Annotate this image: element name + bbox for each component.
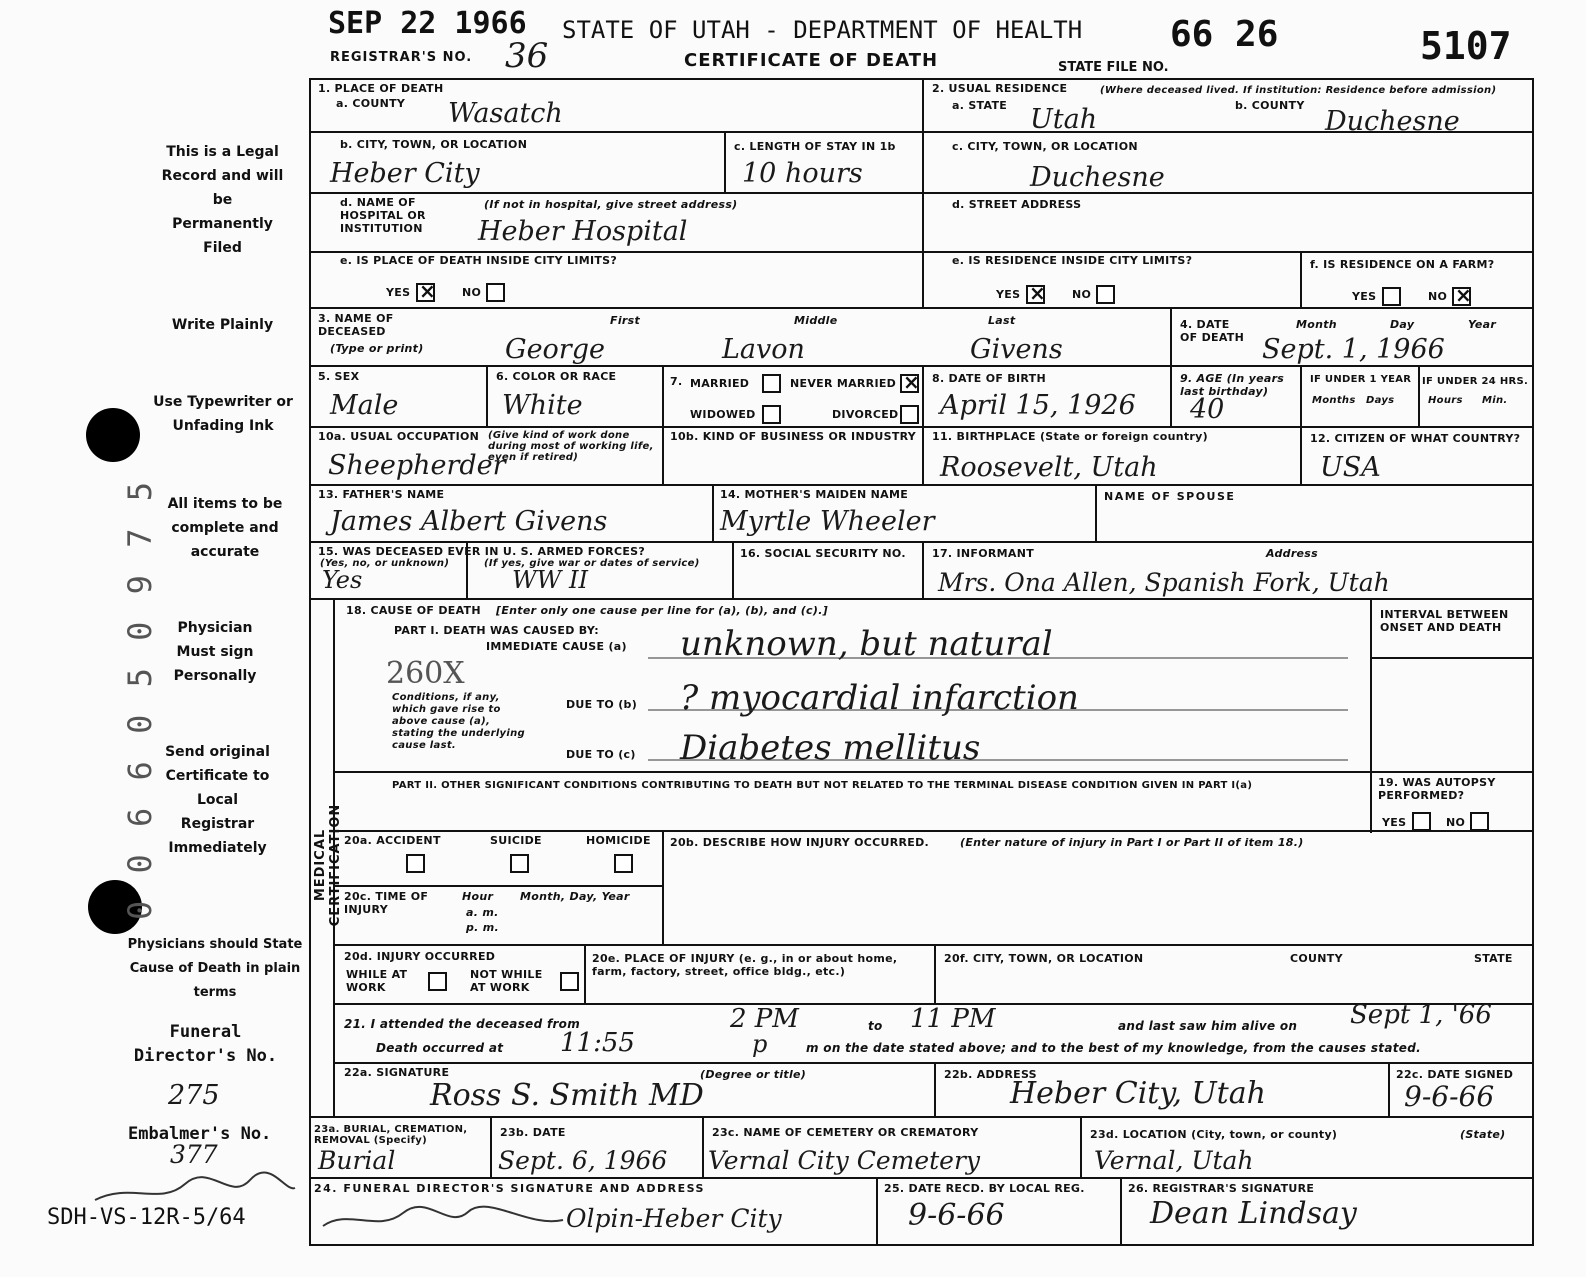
last-label: Last [988, 314, 1016, 327]
hour-label: Hour [462, 890, 494, 903]
yes-label-1: YES [386, 286, 411, 299]
father-name[interactable]: James Albert Givens [330, 506, 608, 537]
physician-sign-note: Physician Must sign Personally [173, 620, 257, 684]
funeral-director-signature-label: 24. FUNERAL DIRECTOR'S SIGNATURE AND ADDRESS [314, 1182, 705, 1195]
part-2-label: PART II. OTHER SIGNIFICANT CONDITIONS CONTRIBUTING TO DEATH BUT NOT RELATED TO THE TERMINAL DISEASE CONDITION GIVEN IN PART I(a) [392, 780, 1253, 791]
autopsy-yes-label: YES [1382, 816, 1407, 829]
first-label: First [610, 314, 641, 327]
typewriter-note: Use Typewriter or Unfading Ink [153, 394, 293, 434]
legal-record-note: This is a Legal Record and will be Permanently Filed [161, 144, 284, 256]
never-married-checkbox[interactable] [900, 374, 919, 393]
armed-forces-note: (Yes, no, or unknown) [320, 558, 450, 569]
date-signed-label: 22c. DATE SIGNED [1396, 1068, 1514, 1081]
usual-residence-note: (Where deceased lived. If institution: Residence before admission) [1100, 85, 1497, 96]
conditions-note: Conditions, if any, which gave rise to above cause (a), stating the underlying cause last. [392, 692, 525, 751]
cause-of-death-label: 18. CAUSE OF DEATH [346, 604, 481, 617]
inside-city-label: e. IS PLACE OF DEATH INSIDE CITY LIMITS? [340, 254, 618, 267]
physician-signature[interactable]: Ross S. Smith MD [430, 1078, 704, 1113]
funeral-director-number: 275 [168, 1080, 220, 1111]
first-name[interactable]: George [505, 334, 605, 365]
birthplace-label: 11. BIRTHPLACE (State or foreign country) [932, 430, 1208, 443]
cause-code: 260X [386, 656, 465, 691]
funeral-director[interactable]: Olpin-Heber City [566, 1204, 782, 1233]
res-city[interactable]: Duchesne [1030, 162, 1165, 193]
homicide-label: HOMICIDE [586, 834, 651, 847]
stamp-date: SEP 22 1966 [328, 6, 527, 41]
no-label-1: NO [462, 286, 482, 299]
complete-note: All items to be complete and accurate [167, 496, 283, 560]
write-plainly-note: Write Plainly [171, 317, 274, 333]
funeral-director-scribble [318, 1198, 568, 1242]
attended-to[interactable]: 11 PM [910, 1004, 996, 1034]
burial-location[interactable]: Vernal, Utah [1094, 1146, 1254, 1175]
res-city-label: c. CITY, TOWN, OR LOCATION [952, 140, 1138, 153]
suicide-checkbox[interactable] [510, 854, 529, 873]
birthplace[interactable]: Roosevelt, Utah [940, 452, 1158, 483]
father-label: 13. FATHER'S NAME [318, 488, 445, 501]
form-number: SDH-VS-12R-5/64 [47, 1205, 246, 1230]
death-occurred-label: Death occurred at [376, 1041, 504, 1055]
age[interactable]: 40 [1190, 394, 1225, 425]
medical-certification-label: MEDICAL CERTIFICATION [313, 803, 343, 927]
funeral-director-label: Funeral Director's No. [133, 1022, 278, 1066]
accident-label: 20a. ACCIDENT [344, 834, 441, 847]
signature-label: 22a. SIGNATURE [344, 1066, 450, 1079]
state-file-number: 66 26 [1170, 14, 1279, 55]
state-cause-note: Physicians should State Cause of Death in plain terms [127, 937, 303, 1000]
armed-forces[interactable]: Yes [322, 566, 363, 594]
state-file-label: STATE FILE NO. [1058, 60, 1169, 75]
spouse-label: NAME OF SPOUSE [1104, 490, 1236, 503]
no-label-2: NO [1072, 288, 1092, 301]
cause-c[interactable]: Diabetes mellitus [680, 728, 981, 768]
middle-label: Middle [794, 314, 838, 327]
injury-county-label: COUNTY [1290, 952, 1343, 965]
death-occurred-note: m on the date stated above; and to the best of my knowledge, from the causes stated. [806, 1041, 1421, 1055]
sex-label: 5. SEX [318, 370, 360, 383]
never-married-label: NEVER MARRIED [790, 377, 897, 390]
cemetery-label: 23c. NAME OF CEMETERY OR CREMATORY [712, 1126, 979, 1139]
while-at-work-checkbox[interactable] [428, 972, 447, 991]
injury-city-label: 20f. CITY, TOWN, OR LOCATION [944, 952, 1144, 965]
date-of-birth-label: 8. DATE OF BIRTH [932, 372, 1046, 385]
death-city[interactable]: Heber City [330, 158, 480, 189]
res-inside-city-label: e. IS RESIDENCE INSIDE CITY LIMITS? [952, 254, 1193, 267]
homicide-checkbox[interactable] [614, 854, 633, 873]
not-while-at-work-checkbox[interactable] [560, 972, 579, 991]
part-1-label: PART I. DEATH WAS CAUSED BY: [394, 624, 599, 637]
days-label: Days [1366, 395, 1395, 406]
business-label: 10b. KIND OF BUSINESS OR INDUSTRY [670, 430, 917, 443]
vertical-serial: 0 0 6 6 0 5 0 9 7 5 [121, 477, 159, 921]
attended-from[interactable]: 2 PM [730, 1004, 799, 1034]
place-of-death-label: 1. PLACE OF DEATH [318, 82, 444, 95]
immediate-cause-label: IMMEDIATE CAUSE (a) [486, 640, 627, 653]
death-time-ampm[interactable]: p [752, 1030, 768, 1058]
occupation[interactable]: Sheepherder [328, 450, 506, 481]
due-to-c-label: DUE TO (c) [566, 748, 636, 761]
burial-date-label: 23b. DATE [500, 1126, 566, 1139]
month-day-year-label: Month, Day, Year [520, 890, 630, 903]
month-label: Month [1296, 318, 1337, 331]
yes-label-3: YES [1352, 290, 1377, 303]
social-security-label: 16. SOCIAL SECURITY NO. [740, 547, 906, 560]
race[interactable]: White [502, 390, 583, 421]
under-1-year-label: IF UNDER 1 YEAR [1310, 374, 1412, 385]
physician-address-label: 22b. ADDRESS [944, 1068, 1037, 1081]
registrar-label: REGISTRAR'S NO. [330, 50, 473, 65]
war-note: (If yes, give war or dates of service) [484, 558, 700, 569]
citizen-label: 12. CITIZEN OF WHAT COUNTRY? [1310, 432, 1521, 445]
hospital-note: (If not in hospital, give street address) [484, 198, 738, 211]
date-signed[interactable]: 9-6-66 [1404, 1080, 1495, 1113]
send-original-note: Send original Certificate to Local Registrar Immediately [165, 744, 270, 856]
cause-of-death-note: [Enter only one cause per line for (a), (b), and (c).] [496, 604, 829, 617]
months-label: Months [1312, 395, 1356, 406]
name-of-deceased-label: 3. NAME OF DECEASED [318, 312, 394, 338]
burial-date[interactable]: Sept. 6, 1966 [498, 1146, 668, 1175]
min-label: Min. [1482, 395, 1508, 406]
death-county[interactable]: Wasatch [448, 98, 563, 129]
under-24-hours-label: IF UNDER 24 HRS. [1422, 376, 1529, 387]
res-county-label: b. COUNTY [1235, 99, 1305, 112]
age-label: 9. AGE (In years last birthday) [1180, 372, 1285, 398]
injury-state-label: STATE [1474, 952, 1513, 965]
county-label: a. COUNTY [336, 97, 406, 110]
death-time[interactable]: 11:55 [560, 1028, 635, 1058]
cause-a[interactable]: unknown, but natural [680, 624, 1053, 664]
middle-name[interactable]: Lavon [722, 334, 805, 365]
day-label: Day [1390, 318, 1415, 331]
widowed-label: WIDOWED [690, 408, 756, 421]
cemetery[interactable]: Vernal City Cemetery [708, 1146, 981, 1175]
last-saw-label: and last saw him alive on [1118, 1019, 1298, 1033]
burial-location-label: 23d. LOCATION (City, town, or county) [1090, 1128, 1338, 1141]
length-of-stay[interactable]: 10 hours [742, 158, 863, 189]
occupation-note: (Give kind of work done during most of working life, even if retired) [488, 430, 654, 463]
injury-description-label: 20b. DESCRIBE HOW INJURY OCCURRED. [670, 836, 930, 849]
burial-type[interactable]: Burial [318, 1146, 396, 1175]
race-label: 6. COLOR OR RACE [496, 370, 617, 383]
widowed-checkbox[interactable] [762, 405, 781, 424]
divorced-checkbox[interactable] [900, 405, 919, 424]
date-of-birth[interactable]: April 15, 1926 [940, 390, 1136, 421]
length-of-stay-label: c. LENGTH OF STAY IN 1b [734, 140, 896, 153]
pm-label: p. m. [466, 921, 500, 934]
farm-label: f. IS RESIDENCE ON A FARM? [1310, 258, 1495, 271]
autopsy-label: 19. WAS AUTOPSY PERFORMED? [1378, 776, 1496, 802]
corner-number: 5107 [1420, 24, 1512, 68]
farm-no-checkbox[interactable] [1452, 287, 1471, 306]
date-of-death-label: 4. DATE OF DEATH [1180, 318, 1245, 344]
marital-label: 7. [670, 375, 683, 388]
street-address-label: d. STREET ADDRESS [952, 198, 1082, 211]
registrar-number: 36 [505, 36, 549, 76]
while-at-work-label: WHILE AT WORK [346, 968, 408, 994]
burial-label: 23a. BURIAL, CREMATION, REMOVAL (Specify) [314, 1124, 468, 1146]
autopsy-yes-checkbox[interactable] [1412, 812, 1431, 831]
to-label: to [868, 1019, 883, 1033]
suicide-label: SUICIDE [490, 834, 542, 847]
mother-label: 14. MOTHER'S MAIDEN NAME [720, 488, 909, 501]
form-bottom-border [309, 1244, 1534, 1246]
physician-address[interactable]: Heber City, Utah [1010, 1076, 1266, 1111]
time-of-injury-label: 20c. TIME OF INJURY [344, 890, 429, 916]
farm-yes-checkbox[interactable] [1382, 287, 1401, 306]
form-left-border [309, 78, 311, 1246]
inside-city-no-checkbox[interactable] [486, 283, 505, 302]
hospital-name[interactable]: Heber Hospital [478, 216, 688, 247]
no-label-3: NO [1428, 290, 1448, 303]
date-received[interactable]: 9-6-66 [908, 1198, 1005, 1233]
res-state-label: a. STATE [952, 99, 1008, 112]
certificate-title: CERTIFICATE OF DEATH [684, 50, 939, 71]
am-label: a. m. [466, 906, 499, 919]
usual-residence-label: 2. USUAL RESIDENCE [932, 82, 1068, 95]
last-seen-date[interactable]: Sept 1, '66 [1350, 1000, 1492, 1030]
res-inside-city-yes-checkbox[interactable] [1026, 285, 1045, 304]
cause-b[interactable]: ? myocardial infarction [680, 678, 1079, 718]
last-name[interactable]: Givens [970, 334, 1063, 365]
autopsy-no-label: NO [1446, 816, 1466, 829]
war-service[interactable]: WW II [512, 566, 588, 594]
married-checkbox[interactable] [762, 374, 781, 393]
due-to-b-label: DUE TO (b) [566, 698, 638, 711]
divorced-label: DIVORCED [832, 408, 899, 421]
place-of-injury-label: 20e. PLACE OF INJURY (e. g., in or about home, farm, factory, street, office bldg., etc.) [592, 952, 898, 978]
registrar-signature[interactable]: Dean Lindsay [1150, 1196, 1357, 1231]
sex[interactable]: Male [330, 390, 399, 421]
res-state[interactable]: Utah [1030, 104, 1098, 135]
inside-city-yes-checkbox[interactable] [416, 283, 435, 302]
autopsy-no-checkbox[interactable] [1470, 812, 1489, 831]
informant[interactable]: Mrs. Ona Allen, Spanish Fork, Utah [938, 568, 1390, 597]
interval-label: INTERVAL BETWEEN ONSET AND DEATH [1380, 608, 1509, 634]
hospital-label: d. NAME OF HOSPITAL OR INSTITUTION [340, 196, 426, 235]
form-title: STATE OF UTAH - DEPARTMENT OF HEALTH [562, 16, 1083, 44]
burial-state-label: (State) [1460, 1128, 1506, 1141]
not-while-at-work-label: NOT WHILE AT WORK [470, 968, 543, 994]
date-of-death[interactable]: Sept. 1, 1966 [1262, 334, 1445, 365]
embalmer-number: 377 [170, 1140, 218, 1169]
embalmer-label: Embalmer's No. [128, 1124, 272, 1144]
year-label: Year [1468, 318, 1497, 331]
armed-forces-label: 15. WAS DECEASED EVER IN U. S. ARMED FORCES? [318, 545, 646, 558]
injury-description-note: (Enter nature of injury in Part I or Part II of item 18.) [960, 836, 1304, 849]
registrar-signature-label: 26. REGISTRAR'S SIGNATURE [1128, 1182, 1315, 1195]
res-county[interactable]: Duchesne [1325, 106, 1460, 137]
occupation-label: 10a. USUAL OCCUPATION [318, 430, 480, 443]
informant-label: 17. INFORMANT [932, 547, 1035, 560]
injury-occurred-label: 20d. INJURY OCCURRED [344, 950, 496, 963]
hours-label: Hours [1428, 395, 1463, 406]
res-inside-city-no-checkbox[interactable] [1096, 285, 1115, 304]
city-label: b. CITY, TOWN, OR LOCATION [340, 138, 528, 151]
accident-checkbox[interactable] [406, 854, 425, 873]
attended-label: 21. I attended the deceased from [344, 1017, 581, 1031]
yes-label-2: YES [996, 288, 1021, 301]
informant-address-label: Address [1266, 547, 1319, 560]
citizen[interactable]: USA [1320, 452, 1381, 483]
date-received-label: 25. DATE RECD. BY LOCAL REG. [884, 1182, 1085, 1195]
cause-lines [648, 650, 1348, 774]
form-right-border [1532, 78, 1534, 1246]
mother-name[interactable]: Myrtle Wheeler [720, 506, 935, 537]
degree-label: (Degree or title) [700, 1068, 807, 1081]
married-label: MARRIED [690, 377, 750, 390]
type-or-print-note: (Type or print) [330, 342, 424, 355]
